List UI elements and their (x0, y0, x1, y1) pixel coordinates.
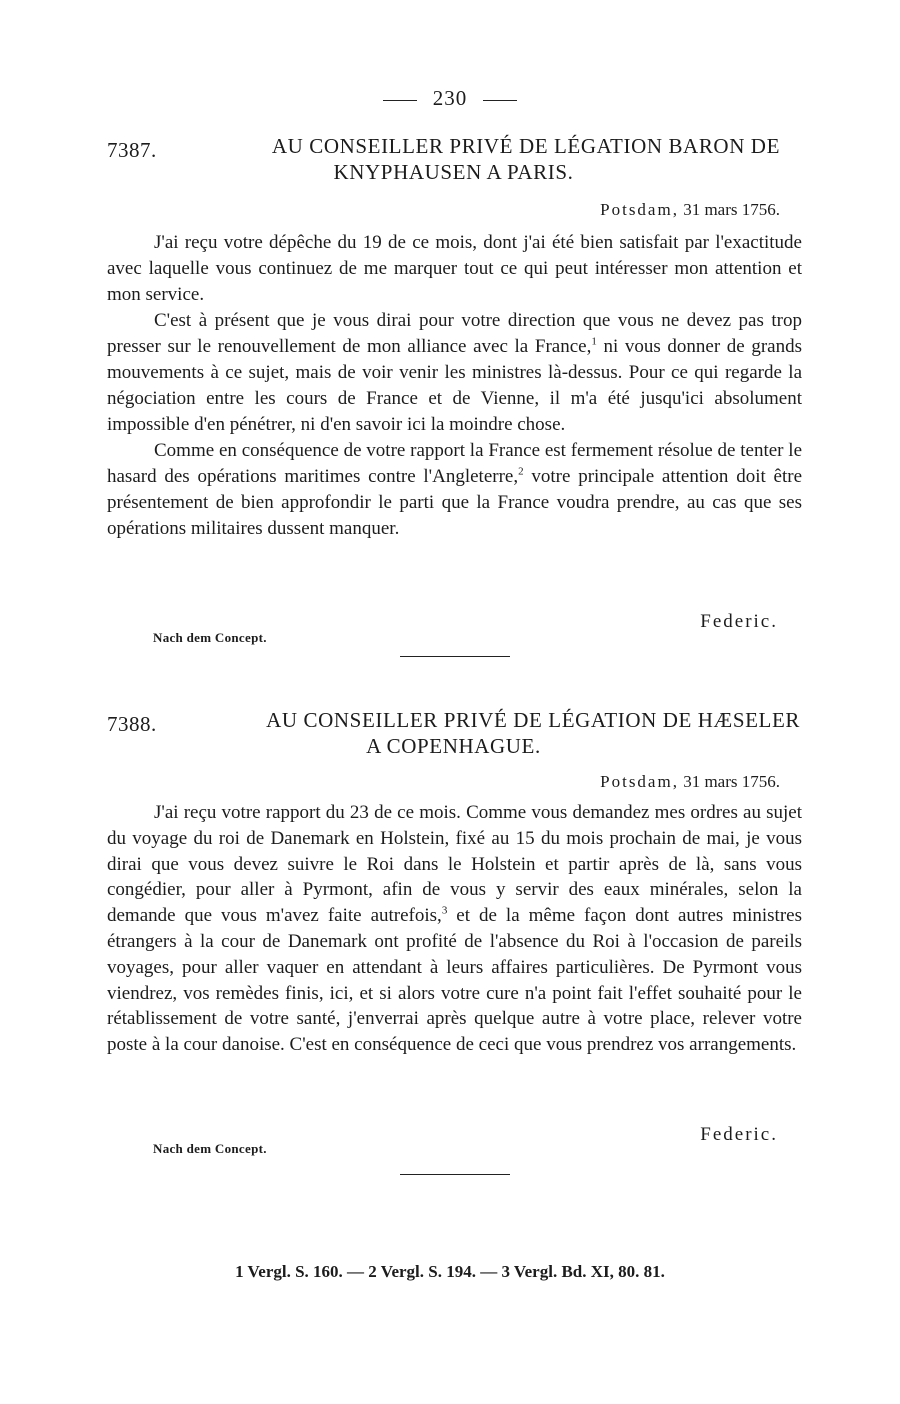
letter-heading-line2: KNYPHAUSEN A PARIS. (333, 160, 574, 184)
footnote-marker: 3 (441, 904, 448, 917)
letter-heading-7387 (107, 133, 800, 185)
letter-dateline (600, 200, 780, 220)
footnote-marker: 2 (518, 465, 524, 478)
dateline-date: 31 mars 1756. (683, 772, 780, 791)
letter-body-7388 (107, 800, 802, 1058)
letter-dateline (600, 772, 780, 792)
page-number (0, 86, 900, 111)
letter-signature: Federic. (700, 1124, 778, 1145)
letter-heading-line2: A COPENHAGUE. (366, 734, 541, 758)
page-number-left-dash (383, 100, 417, 101)
section-divider (400, 1174, 510, 1175)
letter-number: 7387. (107, 138, 157, 162)
footnote-marker: 1 (591, 335, 597, 348)
letter-body-7387 (107, 230, 802, 542)
letter-heading-line1: AU CONSEILLER PRIVÉ DE LÉGATION BARON DE (271, 134, 780, 158)
page-number-value: 230 (432, 86, 468, 110)
dateline-place: Potsdam, (600, 772, 679, 791)
source-note: Nach dem Concept. (153, 1141, 267, 1156)
dateline-date: 31 mars 1756. (683, 200, 780, 219)
source-note: Nach dem Concept. (153, 630, 267, 645)
letter-paragraph: Comme en conséquence de votre rapport la France est fermement résolue de tenter le hasard des opérations maritimes contre l'Angleterre,$^2$ votre principale attention doit être présentement de bien approfondir le parti que la France voudra prendre, au cas que ses opérations militaires dussent manquer. (107, 440, 802, 539)
letter-number: 7388. (107, 712, 157, 736)
footnotes: 1 Vergl. S. 160. — 2 Vergl. S. 194. — 3 Vergl. Bd. XI, 80. 81. (235, 1262, 665, 1281)
letter-paragraph: J'ai reçu votre rapport du 23 de ce mois. Comme vous demandez mes ordres au sujet du voyage du roi de Danemark en Holstein, fixé au 15 du mois prochain de mai, je vous dirai que vous devez suivre le Roi dans le Holstein et partir après de là, sans vous congédier, pour aller à Pyrmont, afin de vous y servir des eaux minérales, selon la demande que vous m'avez faite autrefois,$^3$ et de la même façon dont autres ministres étrangers à la cour de Danemark ont profité de l'absence du Roi à l'occasion de pareils voyages, pour aller vaquer en attendant à leurs affaires particulières. De Pyrmont vous viendrez, vos remèdes finis, ici, et si alors votre cure n'a point fait l'effet souhaité pour le rétablissement de votre santé, j'enverrai après quelque autre à votre place, relever votre poste à la cour danoise. C'est en conséquence de ceci que vous prendrez vos arrangements. (107, 802, 802, 1056)
letter-signature: Federic. (700, 611, 778, 632)
dateline-place: Potsdam, (600, 200, 679, 219)
letter-heading-line1: AU CONSEILLER PRIVÉ DE LÉGATION DE HÆSELER (266, 708, 800, 732)
letter-heading-7388 (107, 707, 800, 759)
section-divider (400, 656, 510, 657)
letter-paragraph: C'est à présent que je vous dirai pour votre direction que vous ne devez pas trop presser sur le renouvellement de mon alliance avec la France,$^1$ ni vous donner de grands mouvements à ce sujet, mais de voir venir les ministres là-dessus. Pour ce qui regarde la négociation entre les cours de France et de Vienne, il m'a été jusqu'ici absolument impossible d'en pénétrer, ni d'en savoir ici la moindre chose. (107, 310, 802, 435)
page-number-right-dash (483, 100, 517, 101)
letter-paragraph: J'ai reçu votre dépêche du 19 de ce mois, dont j'ai été bien satisfait par l'exactitude avec laquelle vous continuez de me marquer tout ce qui peut intéresser mon attention et mon service. (107, 232, 802, 305)
